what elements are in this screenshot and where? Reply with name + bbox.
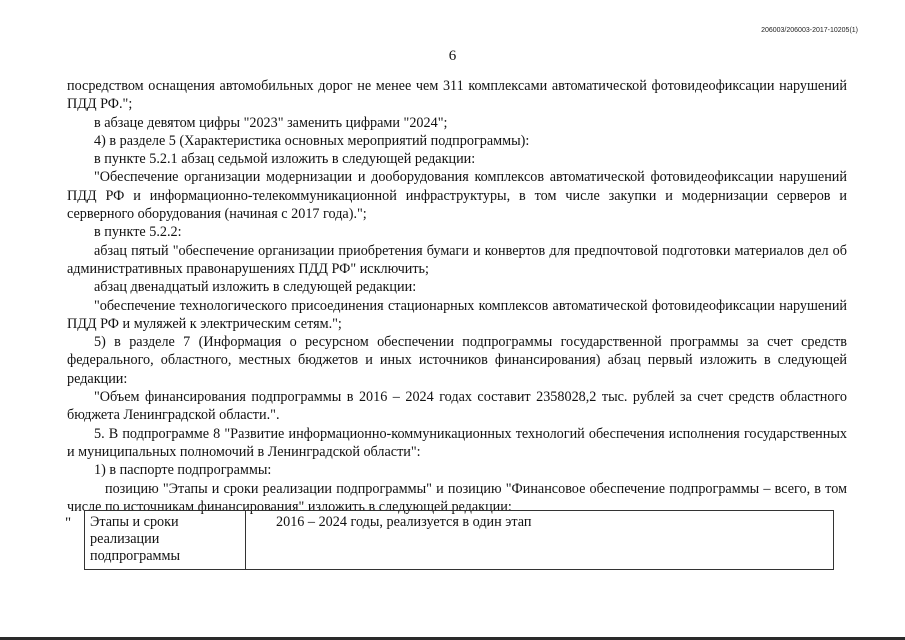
table-cell-value: 2016 – 2024 годы, реализуется в один этап (246, 511, 834, 570)
paragraph: "Объем финансирования подпрограммы в 2016 – 2024 годах составит 2358028,2 тыс. рублей за счет средств областного бюджета Ленинградской области.". (67, 389, 847, 424)
paragraph: 1) в паспорте подпрограммы: (94, 462, 272, 479)
table-row (85, 511, 834, 570)
passport-table (84, 510, 834, 570)
paragraph: в пункте 5.2.1 абзац седьмой изложить в следующей редакции: (94, 151, 476, 168)
paragraph: в пункте 5.2.2: (94, 224, 182, 241)
paragraph: 5. В подпрограмме 8 "Развитие информационно-коммуникационных технологий обеспечения исполнения государственных и муниципальных полномочий в Ленинградской области": (67, 425, 847, 460)
paragraph: в абзаце девятом цифры "2023" заменить цифрами "2024"; (94, 114, 448, 131)
paragraph: 4) в разделе 5 (Характеристика основных мероприятий подпрограммы): (94, 132, 530, 149)
page-number: 6 (448, 48, 457, 64)
paragraph: позицию "Этапы и сроки реализации подпрограммы" и позицию "Финансовое обеспечение подпрограммы – всего, в том числе по источникам финансирования" изложить в следующей редакции: (67, 480, 847, 515)
table-cell-label: Этапы и сроки реализации подпрограммы (85, 511, 246, 570)
open-quote-mark: " (65, 515, 72, 531)
paragraph: абзац пятый "обеспечение организации приобретения бумаги и конвертов для предпочтовой подготовки материалов дел об административных правонарушениях ПДД РФ" исключить; (67, 242, 847, 277)
body-text (67, 77, 847, 516)
paragraph: "Обеспечение организации модернизации и дооборудования комплексов автоматической фотовидеофиксации нарушений ПДД РФ и информационно-телекоммуникационной инфраструктуры, в том числе закупки и модернизации серверов и серверного оборудования (начиная с 2017 года)."; (67, 169, 847, 223)
paragraph: абзац двенадцатый изложить в следующей редакции: (94, 279, 417, 296)
paragraph: посредством оснащения автомобильных дорог не менее чем 311 комплексами автоматической фотовидеофиксации нарушений ПДД РФ."; (67, 78, 847, 113)
document-code: 206003/206003-2017-10205(1) (761, 27, 858, 34)
paragraph: "обеспечение технологического присоединения стационарных комплексов автоматической фотовидеофиксации нарушений ПДД РФ и муляжей к электрическим сетям."; (67, 297, 847, 332)
paragraph: 5) в разделе 7 (Информация о ресурсном обеспечении подпрограммы государственной программы за счет средств федерального, областного, местных бюджетов и иных источников финансирования) абзац первый изложить в следующей редакции: (67, 334, 847, 387)
